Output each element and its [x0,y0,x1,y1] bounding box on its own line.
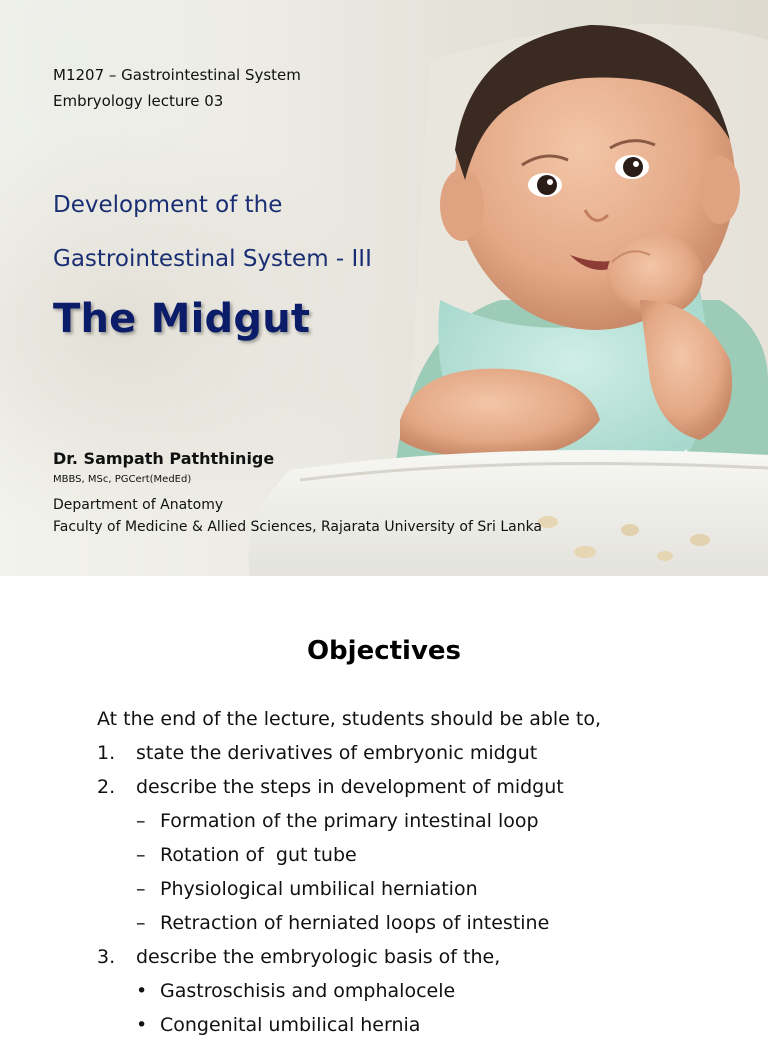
subitem-text: Retraction of herniated loops of intestine [160,912,550,934]
subitem-text: Rotation of gut tube [160,844,357,866]
subtitle-line-1: Development of the [53,192,283,218]
objective-subitem [97,974,737,1008]
main-title: The Midgut [53,296,311,342]
objective-item [97,770,737,804]
objective-text: describe the embryologic basis of the, [136,946,501,968]
subitem-text: Formation of the primary intestinal loop [160,810,539,832]
subitem-text: Physiological umbilical herniation [160,878,478,900]
objective-subitem [97,906,737,940]
bullet-marker: • [136,1014,148,1036]
objective-number: 1. [97,742,116,764]
objective-number: 3. [97,946,116,968]
author-name: Dr. Sampath Paththinige [53,449,275,468]
bullet-marker: • [136,980,148,1002]
faculty: Faculty of Medicine & Allied Sciences, Rajarata University of Sri Lanka [53,519,543,535]
objectives-slide [0,576,768,1036]
slide-subtitle [53,178,372,286]
objective-item [97,736,737,770]
objectives-intro: At the end of the lecture, students should be able to, [97,708,602,730]
objective-subitem [97,838,737,872]
dash-marker: – [136,912,146,934]
objective-subitem [97,804,737,838]
objectives-title: Objectives [306,636,462,666]
dash-marker: – [136,810,146,832]
author-qualifications: MBBS, MSc, PGCert(MedEd) [53,474,192,485]
department: Department of Anatomy [53,497,224,513]
objective-item [97,940,737,974]
subitem-text: Congenital umbilical hernia [160,1014,421,1036]
dash-marker: – [136,844,146,866]
objective-number: 2. [97,776,116,798]
objectives-list [97,702,737,1042]
affiliation [53,494,542,538]
objective-text: state the derivatives of embryonic midgut [136,742,538,764]
dash-marker: – [136,878,146,900]
objective-subitem [97,872,737,906]
objective-subitem [97,1008,737,1042]
course-header [53,62,301,114]
objective-text: describe the steps in development of midgut [136,776,564,798]
subtitle-line-2: Gastrointestinal System - III [53,246,372,272]
subitem-text: Gastroschisis and omphalocele [160,980,456,1002]
lecture-line: Embryology lecture 03 [53,92,224,110]
course-code-line: M1207 – Gastrointestinal System [53,66,301,84]
